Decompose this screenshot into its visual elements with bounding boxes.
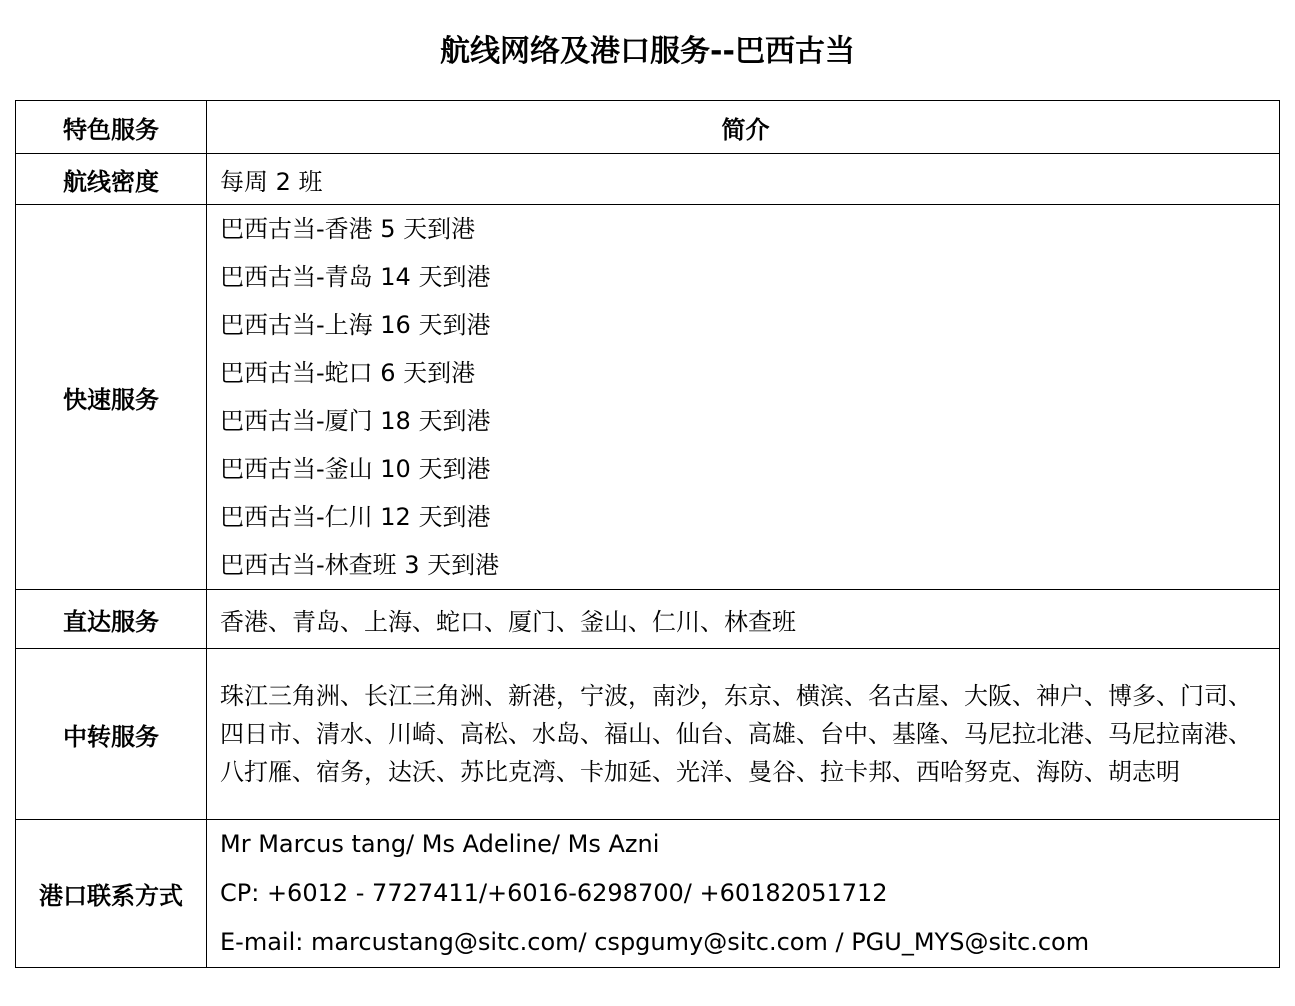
page-title: 航线网络及港口服务--巴西古当 [440,34,855,69]
table-header-row [16,101,1280,154]
table-row-express [16,205,1280,590]
table-row-density [16,154,1280,205]
service-table [15,100,1280,968]
table-row-transship [16,649,1280,820]
express-item: 巴西古当-林查班 3 天到港 [220,551,500,579]
header-content-cell: 简介 [207,101,1280,154]
contact-details [207,820,1280,968]
transship-value-cell [207,649,1280,820]
express-item: 巴西古当-厦门 18 天到港 [220,407,491,435]
express-item: 巴西古当-蛇口 6 天到港 [220,359,476,387]
contact-label: 港口联系方式 [16,820,207,968]
express-item: 巴西古当-上海 16 天到港 [220,311,491,339]
express-item: 巴西古当-釜山 10 天到港 [220,455,491,483]
express-item: 巴西古当-香港 5 天到港 [220,215,476,243]
table-row-contact [16,820,1280,968]
direct-label: 直达服务 [16,590,207,649]
express-list [207,205,1280,590]
contact-names: Mr Marcus tang/ Ms Adeline/ Ms Azni [220,830,660,858]
density-value: 每周 2 班 [207,154,1280,205]
contact-phone: CP: +6012 - 7727411/+6016-6298700/ +60182051712 [220,879,888,907]
express-label: 快速服务 [16,205,207,590]
express-item: 巴西古当-青岛 14 天到港 [220,263,491,291]
direct-value: 香港、青岛、上海、蛇口、厦门、釜山、仁川、林查班 [207,590,1280,649]
transship-value: 珠江三角洲、长江三角洲、新港，宁波，南沙，东京、横滨、名古屋、大阪、神户、博多、门司、四日市、清水、川崎、高松、水岛、福山、仙台、高雄、台中、基隆、马尼拉北港、马尼拉南港、八打雁、宿务，达沃、苏比克湾、卡加延、光洋、曼谷、拉卡邦、西哈努克、海防、胡志明 [220,682,1252,786]
contact-email: E-mail: marcustang@sitc.com/ cspgumy@sitc.com / PGU_MYS@sitc.com [220,928,1090,956]
table-row-direct [16,590,1280,649]
express-item: 巴西古当-仁川 12 天到港 [220,503,491,531]
header-label-cell: 特色服务 [16,101,207,154]
density-label: 航线密度 [16,154,207,205]
transship-label: 中转服务 [16,649,207,820]
